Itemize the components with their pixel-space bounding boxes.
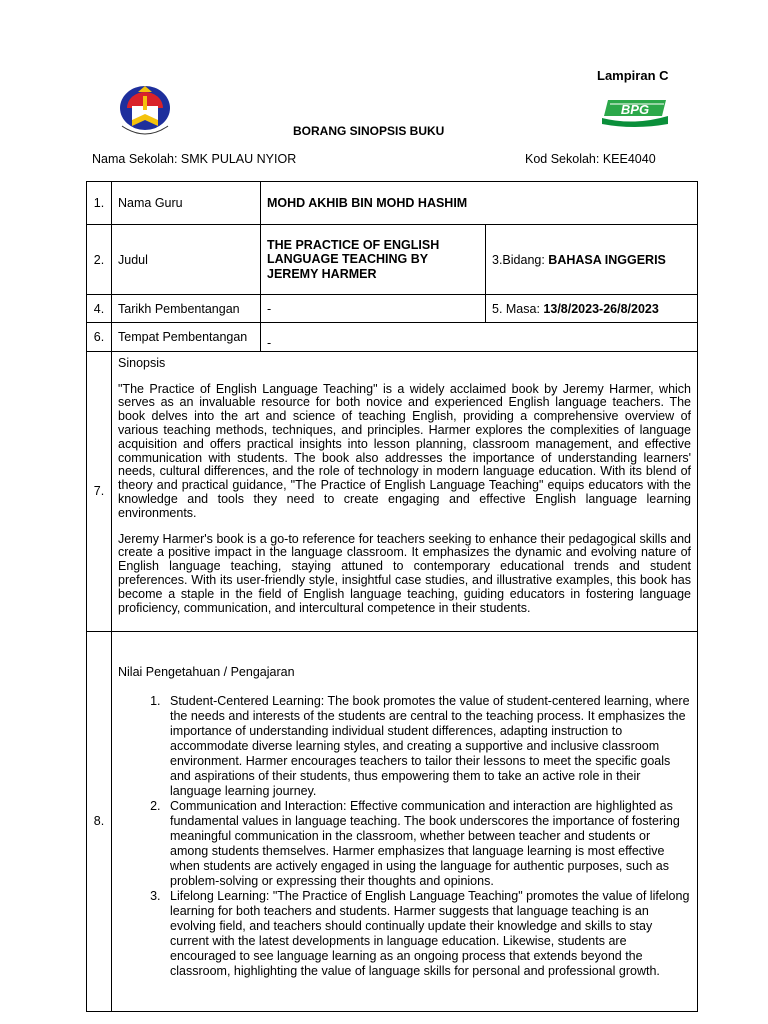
ministry-logo: [114, 82, 176, 138]
synopsis-label: Sinopsis: [118, 355, 166, 370]
school-name: Nama Sekolah: SMK PULAU NYIOR: [92, 152, 297, 166]
list-item: 1. Student-Centered Learning: The book promotes the value of student-centered learning, where the needs and interests of the students are central to the teaching process. It emphasizes the importance of understanding individual student differences, adapting instruction to accommodate diverse learning styles, and creating a supportive and inclusive classroom environment. Harmer encourages teachers to tailor their lessons to meet the specific goals and aspirations of their students, thus empowering them to take an active role in their language learning journey.: [164, 694, 691, 799]
row-number: 1.: [87, 182, 112, 225]
duration-label: 5. Masa:: [492, 301, 544, 316]
row-place: [87, 323, 698, 352]
school-code: Kod Sekolah: KEE4040: [525, 152, 656, 166]
field-value: BAHASA INGGERIS: [548, 252, 666, 267]
duration-value: 13/8/2023-26/8/2023: [543, 301, 659, 316]
row-number: 7.: [87, 352, 112, 632]
synopsis-form-table: [86, 181, 698, 1012]
row-values: [87, 632, 698, 1012]
row-date: [87, 295, 698, 323]
values-label: Nilai Pengetahuan / Pengajaran: [118, 664, 295, 679]
field-cell: [486, 225, 698, 295]
form-title: BORANG SINOPSIS BUKU: [293, 124, 445, 138]
bpg-logo-text: BPG: [620, 102, 650, 117]
book-title: THE PRACTICE OF ENGLISH LANGUAGE TEACHING BY JEREMY HARMER: [261, 225, 486, 295]
row-number: 8.: [87, 632, 112, 1012]
row-number: 4.: [87, 295, 112, 323]
date-label: Tarikh Pembentangan: [112, 295, 261, 323]
bpg-logo: [598, 94, 672, 130]
place-value: -: [261, 323, 698, 352]
field-label: 3.Bidang:: [492, 252, 549, 267]
teacher-label: Nama Guru: [112, 182, 261, 225]
title-label: Judul: [112, 225, 261, 295]
synopsis-paragraph: Jeremy Harmer's book is a go-to reference for teachers seeking to enhance their pedagogical skills and create a positive impact in the language classroom. It emphasizes the dynamic and evolving nature of English language teaching, staying attuned to contemporary educational trends and student preferences. With its user-friendly style, insightful case studies, and illustrative examples, this book has become a staple in the field of English language teaching, guiding educators in fostering language proficiency, communication, and intercultural competence in their students.: [118, 531, 692, 615]
row-title: [87, 225, 698, 295]
row-synopsis: [87, 352, 698, 632]
place-label: Tempat Pembentangan: [112, 323, 261, 352]
values-list: [118, 694, 691, 979]
list-item: 2. Communication and Interaction: Effective communication and interaction are highlighted as fundamental values in language teaching. The book underscores the importance of fostering meaningful communication in the classroom, whether between teacher and students or among students themselves. Harmer emphasizes that language learning is most effective when students are actively engaged in using the language for authentic purposes, such as problem-solving or expressing their thoughts and opinions.: [164, 799, 691, 889]
synopsis-paragraph: "The Practice of English Language Teaching" is a widely acclaimed book by Jeremy Harmer, which serves as an invaluable resource for both novice and experienced English language teachers. The book delves into the art and science of teaching English, providing a comprehensive overview of various teaching methods, techniques, and principles. Harmer explores the complexities of language acquisition and offers practical insights into lesson planning, classroom management, and effective communication with students. The book also addresses the importance of understanding learners' needs, cultural differences, and the role of technology in modern language education. With its blend of theory and practical guidance, "The Practice of English Language Teaching" equips educators with the knowledge and tools they need to create engaging and effective English language learning environments.: [118, 381, 692, 520]
attachment-label: Lampiran C: [597, 68, 669, 83]
row-teacher: [87, 182, 698, 225]
synopsis-cell: [112, 352, 698, 632]
date-value: -: [261, 295, 486, 323]
duration-cell: [486, 295, 698, 323]
values-cell: [112, 632, 698, 1012]
list-item: 3. Lifelong Learning: "The Practice of English Language Teaching" promotes the value of lifelong learning for both teachers and students. Harmer suggests that language teaching is an evolving field, and teachers should continually update their knowledge and skills to stay current with the latest developments in language education. Likewise, students are encouraged to see language learning as an ongoing process that extends beyond the classroom, highlighting the value of language skills for personal and professional growth.: [164, 889, 691, 979]
teacher-name: MOHD AKHIB BIN MOHD HASHIM: [261, 182, 698, 225]
row-number: 2.: [87, 225, 112, 295]
row-number: 6.: [87, 323, 112, 352]
